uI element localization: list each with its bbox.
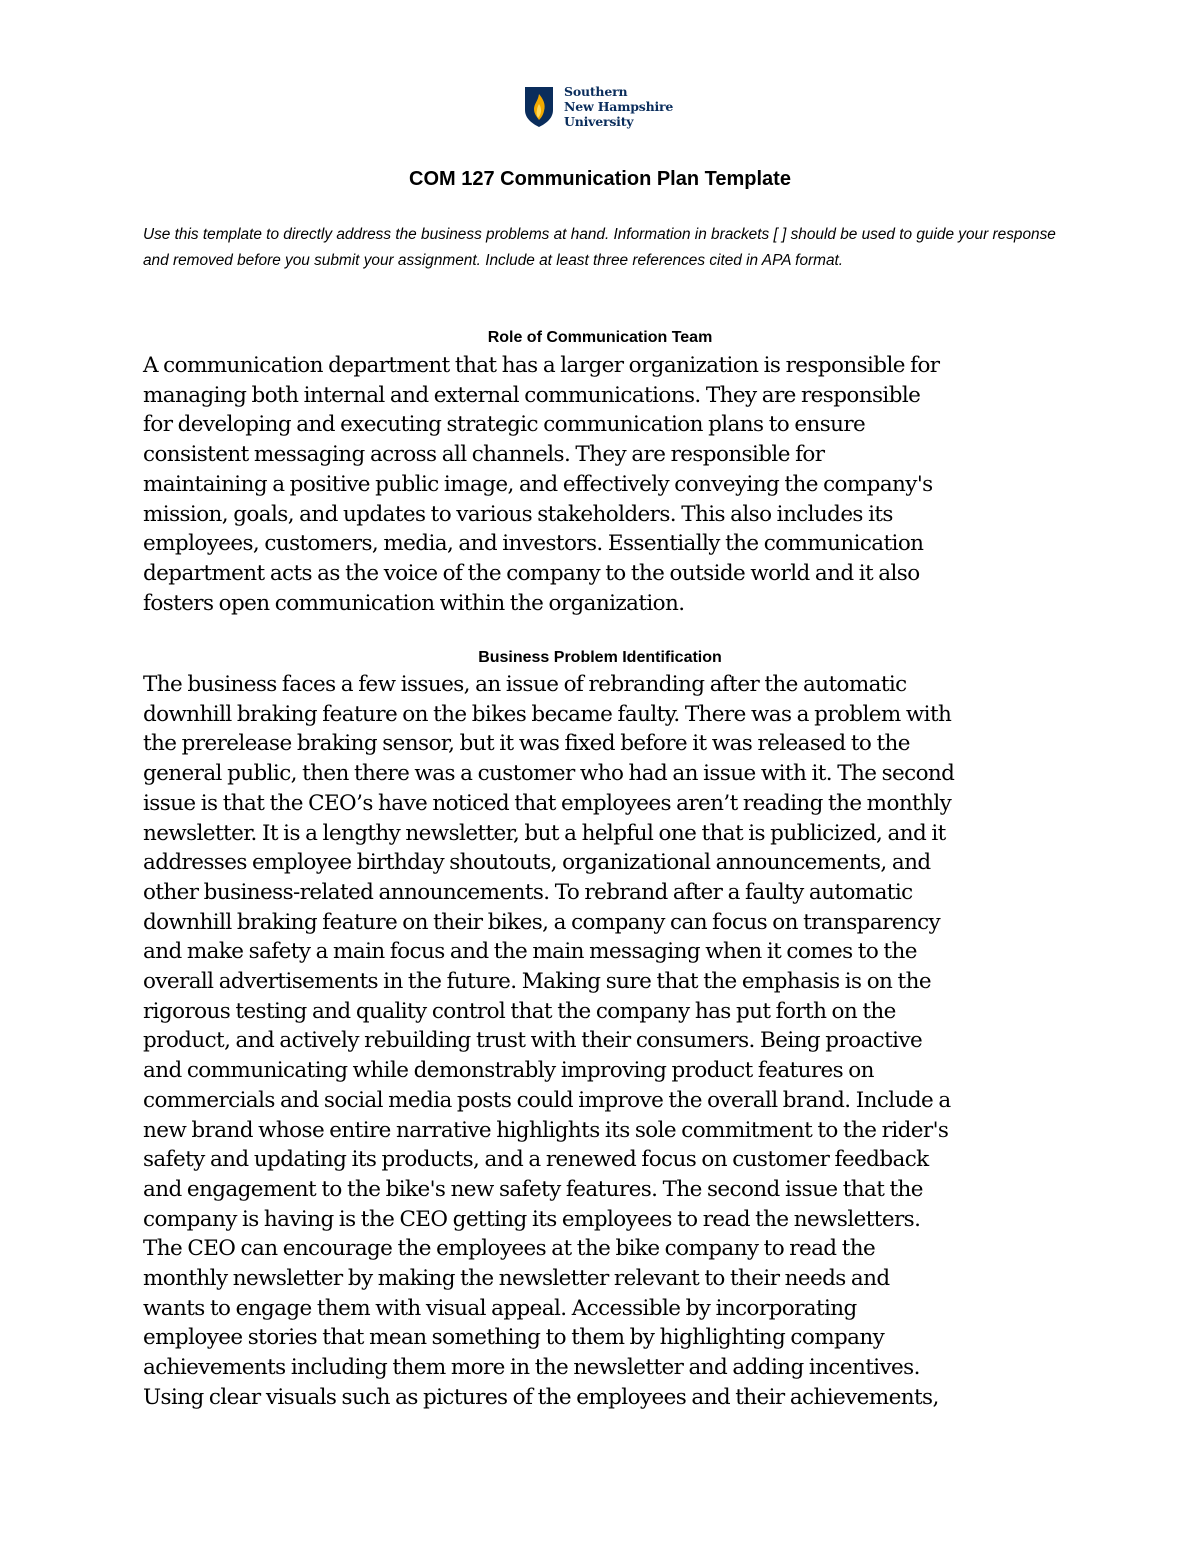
body-line: Using clear visuals such as pictures of the employees and their achievements, [143, 1384, 939, 1410]
body-line: newsletter. It is a lengthy newsletter, but a helpful one that is publicized, and it [143, 820, 946, 846]
body-line: general public, then there was a customer who had an issue with it. The second [143, 761, 955, 787]
body-line: employee stories that mean something to them by highlighting company [143, 1325, 885, 1351]
body-line: fosters open communication within the organization. [143, 590, 685, 616]
template-instructions: Use this template to directly address the business problems at hand. Information in brackets [ ] should be used to guide your response and removed before you submit your assignment. Include at least three references cited in APA format. [143, 226, 1056, 269]
body-line: The CEO can encourage the employees at the bike company to read the [143, 1236, 876, 1262]
body-line: and engagement to the bike's new safety features. The second issue that the [143, 1176, 923, 1202]
body-line: mission, goals, and updates to various stakeholders. This also includes its [143, 501, 893, 527]
body-line: overall advertisements in the future. Making sure that the emphasis is on the [143, 969, 931, 995]
body-line: consistent messaging across all channels. They are responsible for [143, 442, 825, 468]
section-heading-role: Role of Communication Team [487, 329, 713, 346]
body-line: issue is that the CEO’s have noticed that employees aren’t reading the monthly [143, 790, 952, 816]
body-line: and make safety a main focus and the main messaging when it comes to the [143, 939, 917, 965]
body-line: for developing and executing strategic communication plans to ensure [143, 412, 866, 438]
body-line: company is having is the CEO getting its employees to read the newsletters. [143, 1206, 921, 1232]
section-body-business-problem [143, 670, 1063, 1413]
body-line: the prerelease braking sensor, but it was fixed before it was released to the [143, 731, 910, 757]
body-line: department acts as the voice of the company to the outside world and it also [143, 560, 920, 586]
university-logo [524, 84, 673, 129]
body-line: and communicating while demonstrably improving product features on [143, 1058, 874, 1084]
body-line: A communication department that has a larger organization is responsible for [143, 353, 940, 378]
body-line: downhill braking feature on the bikes became faulty. There was a problem with [143, 701, 952, 727]
logo-line-3: University [564, 114, 634, 129]
body-line: commercials and social media posts could improve the overall brand. Include a [143, 1087, 951, 1113]
body-line: new brand whose entire narrative highlights its sole commitment to the rider's [143, 1117, 949, 1143]
body-line: other business-related announcements. To rebrand after a faulty automatic [143, 879, 913, 905]
section-heading-business-problem: Business Problem Identification [478, 649, 722, 666]
body-line: The business faces a few issues, an issue of rebranding after the automatic [143, 672, 907, 697]
body-line: wants to engage them with visual appeal. Accessible by incorporating [143, 1295, 857, 1321]
body-line: maintaining a positive public image, and effectively conveying the company's [143, 471, 933, 497]
body-line: monthly newsletter by making the newsletter relevant to their needs and [143, 1266, 890, 1292]
body-line: achievements including them more in the newsletter and adding incentives. [143, 1355, 920, 1381]
section-body-role [143, 351, 1063, 618]
logo-line-1: Southern [564, 84, 628, 99]
body-line: product, and actively rebuilding trust with their consumers. Being proactive [143, 1028, 923, 1054]
body-line: addresses employee birthday shoutouts, organizational announcements, and [143, 850, 931, 876]
shield-flame-icon [524, 86, 554, 128]
body-line: safety and updating its products, and a renewed focus on customer feedback [143, 1147, 929, 1173]
body-line: downhill braking feature on their bikes, a company can focus on transparency [143, 909, 941, 935]
document-title: COM 127 Communication Plan Template [409, 168, 791, 190]
body-line: rigorous testing and quality control that the company has put forth on the [143, 998, 896, 1024]
logo-line-2: New Hampshire [564, 99, 674, 114]
body-line: managing both internal and external communications. They are responsible [143, 382, 921, 408]
body-line: employees, customers, media, and investors. Essentially the communication [143, 531, 924, 557]
